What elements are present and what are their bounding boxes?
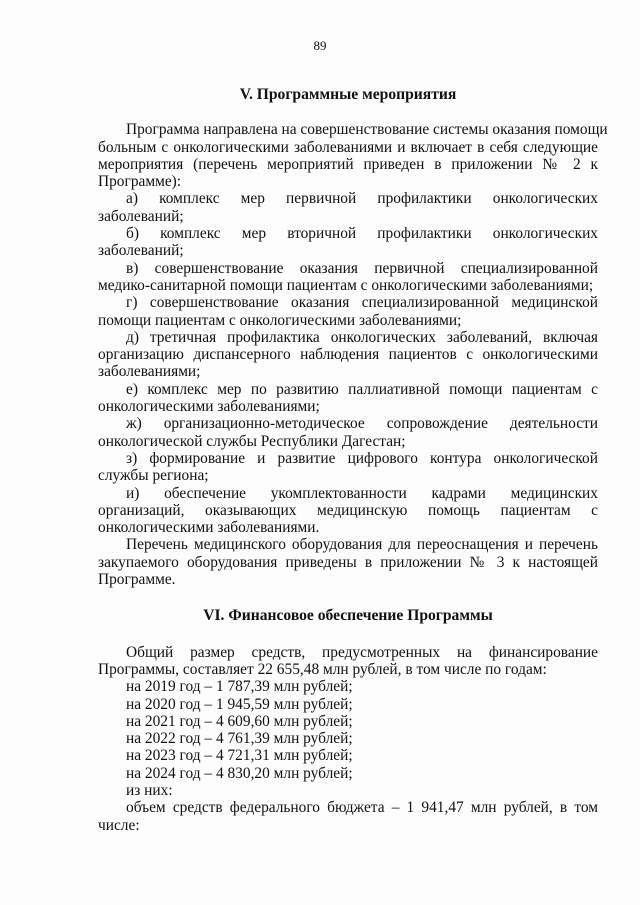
year-funding-line: на 2021 год – 4 609,60 млн рублей; bbox=[126, 712, 353, 730]
year-funding-line: на 2020 год – 1 945,59 млн рублей; bbox=[126, 695, 353, 713]
page-number: 89 bbox=[313, 38, 327, 53]
list-item bbox=[98, 329, 598, 381]
text-line: Программе): bbox=[98, 173, 182, 191]
list-item bbox=[98, 450, 598, 485]
text-line: Общий размер средств, предусмотренных на финансирование bbox=[126, 643, 598, 661]
text-line: организацию диспансерного наблюдения пациентов с онкологическими bbox=[98, 346, 598, 364]
federal-budget-paragraph bbox=[98, 799, 598, 834]
text-line: заболеваниями; bbox=[98, 363, 201, 381]
text-line: Перечень медицинского оборудования для переоснащения и перечень bbox=[126, 536, 598, 554]
text-line: е) комплекс мер по развитию паллиативной помощи пациентам с bbox=[126, 380, 598, 398]
page-content bbox=[98, 86, 608, 834]
section-5-title: V. Программные мероприятия bbox=[239, 86, 457, 103]
text-line: больным с онкологическими заболеваниями и включает в себя следующие bbox=[98, 138, 598, 156]
text-line: помощи пациентам с онкологическими заболеваниями; bbox=[98, 311, 462, 329]
text-line: онкологическими заболеваниями; bbox=[98, 398, 320, 416]
text-line: и) обеспечение укомплектованности кадрами медицинских bbox=[126, 484, 598, 502]
text-line: д) третичная профилактика онкологических заболеваний, включая bbox=[126, 328, 598, 346]
measures-list bbox=[98, 190, 598, 536]
text-line: заболеваний; bbox=[98, 207, 184, 225]
of-them-line: из них: bbox=[126, 781, 173, 799]
funding-by-year-list bbox=[98, 678, 598, 799]
list-item bbox=[98, 225, 598, 260]
year-funding-line: на 2022 год – 4 761,39 млн рублей; bbox=[126, 730, 353, 748]
text-line: заболеваний; bbox=[98, 242, 184, 260]
list-item bbox=[98, 294, 598, 329]
text-line: закупаемого оборудования приведены в приложении № 3 к настоящей bbox=[98, 553, 598, 571]
text-line: числе: bbox=[98, 816, 140, 834]
list-item bbox=[98, 415, 598, 450]
text-line: медико-санитарной помощи пациентам с онкологическими заболеваниями; bbox=[98, 276, 594, 294]
text-line: ж) организационно-методическое сопровождение деятельности bbox=[126, 415, 598, 433]
section-6-title: VI. Финансовое обеспечение Программы bbox=[203, 607, 493, 625]
text-line: объем средств федерального бюджета – 1 941,47 млн рублей, в том bbox=[126, 799, 598, 817]
text-line: организаций, оказывающих медицинскую помощь пациентам с bbox=[98, 501, 598, 519]
text-line: онкологическими заболеваниями. bbox=[98, 519, 320, 537]
text-line: Программы, составляет 22 655,48 млн рублей, в том числе по годам: bbox=[98, 660, 547, 678]
year-funding-line: на 2024 год – 4 830,20 млн рублей; bbox=[126, 764, 353, 782]
text-line: б) комплекс мер вторичной профилактики онкологических bbox=[126, 225, 598, 243]
text-line: Программе. bbox=[98, 571, 176, 589]
text-line: мероприятия (перечень мероприятий приведен в приложении № 2 к bbox=[98, 155, 598, 173]
text-line: а) комплекс мер первичной профилактики онкологических bbox=[126, 190, 598, 208]
year-funding-line: на 2019 год – 1 787,39 млн рублей; bbox=[126, 678, 353, 696]
equipment-paragraph bbox=[98, 536, 598, 588]
list-item bbox=[98, 381, 598, 416]
year-funding-line: на 2023 год – 4 721,31 млн рублей; bbox=[126, 747, 353, 765]
list-item bbox=[98, 485, 598, 537]
text-line: онкологической службы Республики Дагестан; bbox=[98, 432, 406, 450]
text-line: г) совершенствование оказания специализированной медицинской bbox=[126, 294, 598, 312]
section-5-intro bbox=[98, 121, 608, 191]
text-line: службы региона; bbox=[98, 467, 209, 485]
section-6-intro bbox=[98, 644, 598, 679]
list-item bbox=[98, 190, 598, 225]
text-line: з) формирование и развитие цифрового контура онкологической bbox=[126, 449, 598, 467]
text-line: Программа направлена на совершенствование системы оказания помощи bbox=[126, 121, 608, 139]
text-line: в) совершенствование оказания первичной специализированной bbox=[126, 259, 598, 277]
list-item bbox=[98, 260, 598, 295]
